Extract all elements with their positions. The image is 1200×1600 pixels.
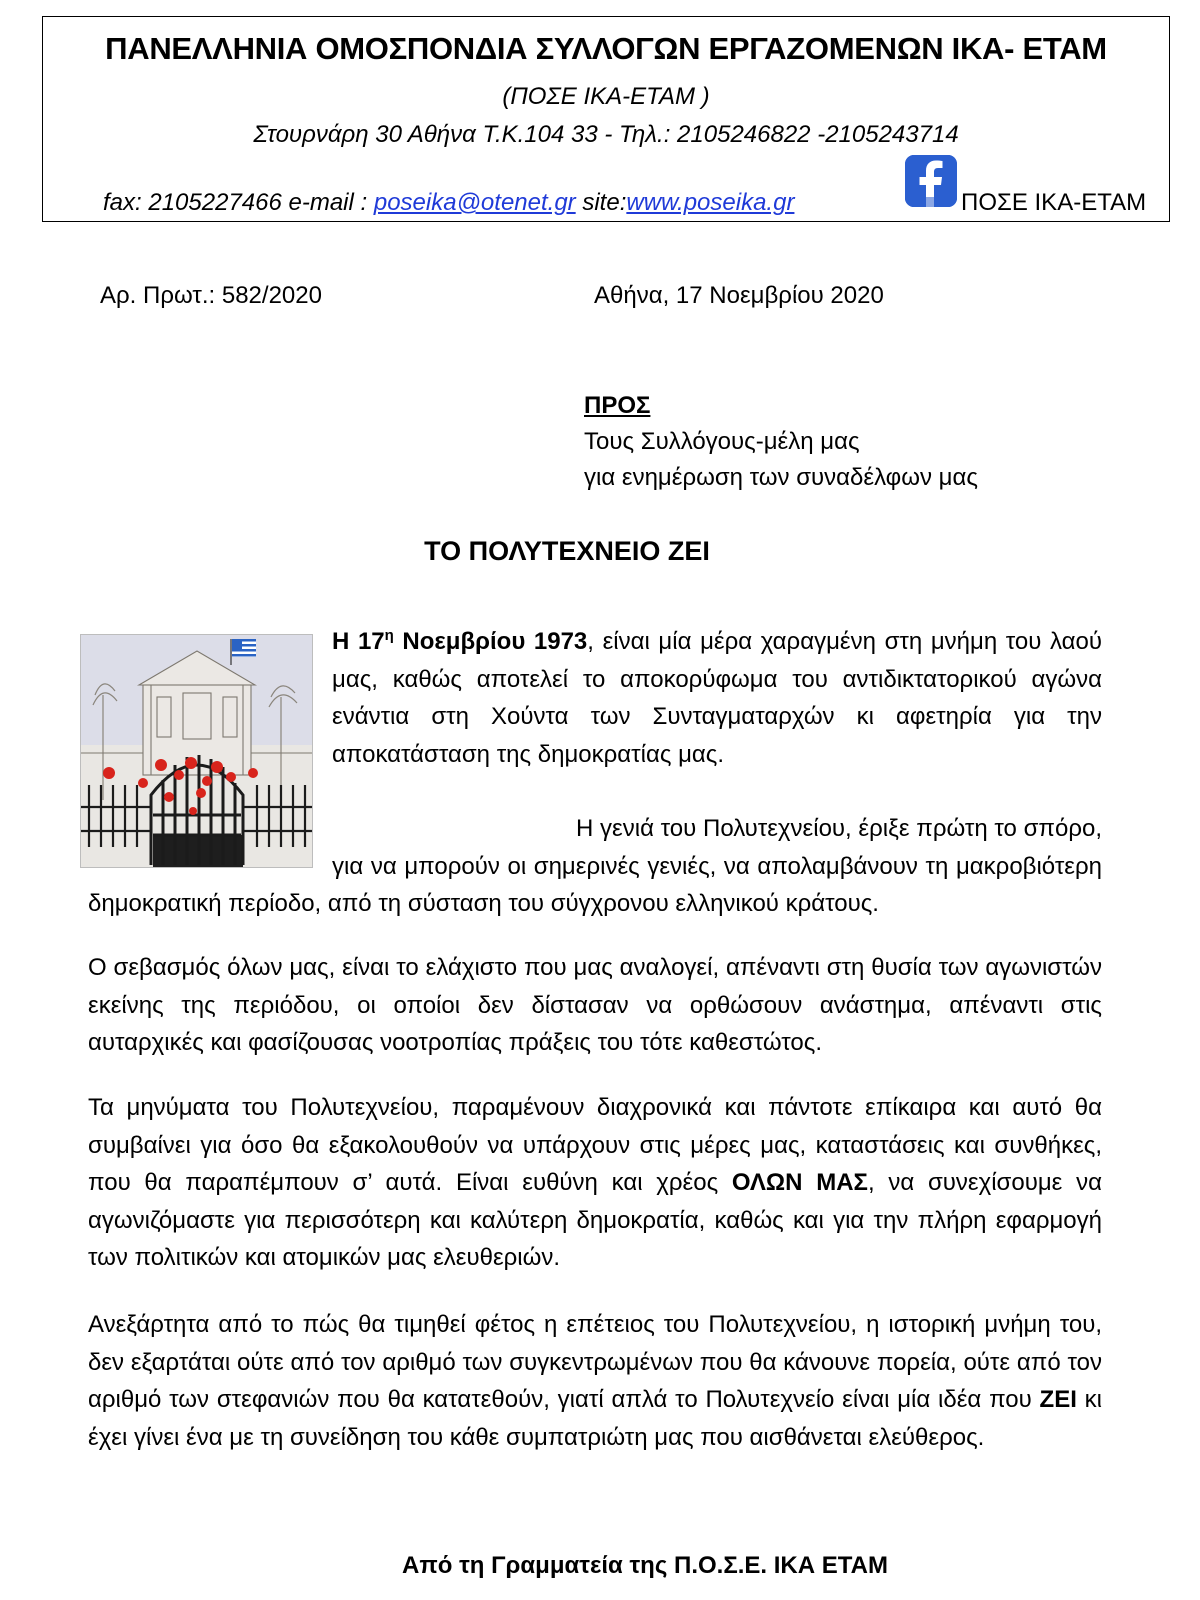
organization-name: ΠΑΝΕΛΛΗΝΙΑ ΟΜΟΣΠΟΝΔΙΑ ΣΥΛΛΟΓΩΝ ΕΡΓΑΖΟΜΕΝΩΝ ΙΚΑ- ΕΤΑΜ: [105, 31, 1107, 66]
paragraph-5: Ανεξάρτητα από το πώς θα τιμηθεί φέτος η επέτειος του Πολυτεχνείου, η ιστορική μνήμη του, δεν εξαρτάται ούτε από τον αριθμό των συγκεντρωμένων που θα κάνουνε πορεία, ούτε από τον αριθμό των στεφανιών που θα κατατεθούν, γιατί απλά το Πολυτεχνείο είναι μία ιδέα που ΖΕΙ κι έχει γίνει ένα με τη συνείδηση του κάθε συμπατριώτη μας που αισθάνεται ελεύθερος.: [88, 1311, 1103, 1451]
website-link[interactable]: www.poseika.gr: [626, 189, 795, 216]
place-date: Αθήνα, 17 Νοεμβρίου 2020: [594, 282, 884, 309]
protocol-number: Αρ. Πρωτ.: 582/2020: [100, 282, 322, 309]
organization-address: Στουρνάρη 30 Αθήνα Τ.Κ.104 33 - Τηλ.: 2105246822 -2105243714: [253, 121, 959, 148]
letterhead: [42, 16, 1170, 222]
recipients-line-1: Τους Συλλόγους-μέλη μας: [584, 428, 860, 455]
email-link[interactable]: poseika@otenet.gr: [373, 189, 576, 216]
recipients-block: [584, 388, 978, 496]
paragraph-2: Η γενιά του Πολυτεχνείου, έριξε πρώτη το σπόρο, για να μπορούν οι σημερινές γενιές, να απολαμβάνουν τη μακροβιότερη δημοκρατική περίοδο, από τη σύσταση του σύγχρονου ελληνικού κράτους.: [88, 815, 1102, 917]
contact-line: [103, 189, 794, 217]
facebook-label: ΠΟΣΕ ΙΚΑ-ΕΤΑΜ: [961, 189, 1147, 216]
paragraph-1: Η $17^\eta$ Νοεμβρίου 1973, είναι μία μέρα χαραγμένη στη μνήμη του λαού μας, καθώς αποτελεί το αποκορύφωμα του αντιδικτατορικού αγώνα ενάντια στη Χούντα των Συνταγματαρχών κι αφετηρία για την αποκατάσταση της δημοκρατίας μας.: [332, 627, 1102, 768]
signature: Από τη Γραμματεία της Π.Ο.Σ.Ε. ΙΚΑ ΕΤΑΜ: [402, 1552, 888, 1579]
recipients-label: ΠΡΟΣ: [584, 392, 651, 419]
site-label: site:: [575, 189, 627, 216]
document-title: ΤΟ ΠΟΛΥΤΕΧΝΕΙΟ ΖΕΙ: [424, 536, 710, 566]
paragraph-3: Ο σεβασμός όλων μας, είναι το ελάχιστο που μας αναλογεί, απέναντι στη θυσία των αγωνιστών εκείνης της περιόδου, οι οποίοι δεν δίστασαν να ορθώσουν ανάστημα, απέναντι στις αυταρχικές και φασίζουσας νοοτροπίας πράξεις του τότε καθεστώτος.: [88, 954, 1102, 1056]
paragraph-4: Τα μηνύματα του Πολυτεχνείου, παραμένουν διαχρονικά και πάντοτε επίκαιρα και αυτό θα συμβαίνει για όσο θα εξακολουθούν να υπάρχουν στις μέρες μας, καταστάσεις και συνθήκες, που θα παραπέμπουν σ’ αυτά. Είναι ευθύνη και χρέος ΟΛΩΝ ΜΑΣ, να συνεχίσουμε να αγωνιζόμαστε για περισσότερη και καλύτερη δημοκρατία, καθώς και για την πλήρη εφαρμογή των πολιτικών και ατομικών μας ελευθεριών.: [88, 1094, 1102, 1271]
date-emphasis: Η $17^\eta$ Νοεμβρίου 1973: [332, 627, 588, 655]
recipients-line-2: για ενημέρωση των συναδέλφων μας: [584, 464, 978, 491]
fax-email-label: fax: 2105227466 e-mail :: [103, 189, 374, 216]
facebook-icon[interactable]: [905, 155, 957, 207]
organization-abbreviation: (ΠΟΣΕ ΙΚΑ-ΕΤΑΜ ): [502, 83, 710, 110]
